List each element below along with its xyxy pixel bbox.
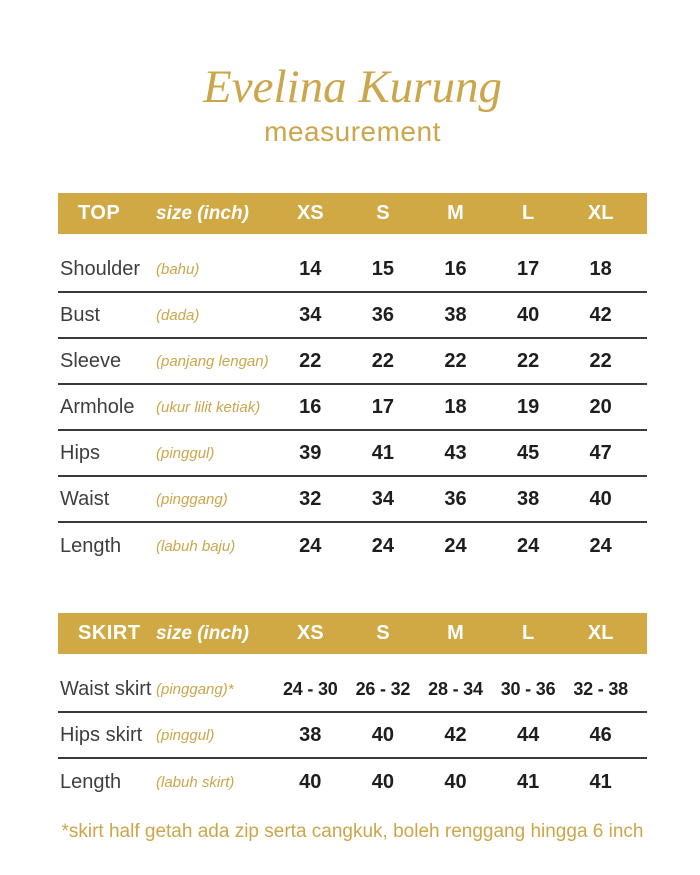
measurement-value: 22 bbox=[444, 349, 467, 372]
measurement-label: Hips bbox=[60, 441, 101, 464]
measurement-value: 17 bbox=[516, 257, 540, 280]
size-column-header-m: M bbox=[447, 202, 464, 224]
measurement-value: 32 - 38 bbox=[573, 678, 628, 699]
measurement-value: 15 bbox=[371, 257, 395, 280]
measurement-value: 24 bbox=[516, 534, 540, 557]
table-name: TOP bbox=[78, 202, 121, 224]
measurement-value: 42 bbox=[589, 303, 612, 326]
measurement-label: Shoulder bbox=[60, 257, 141, 280]
measurement-value: 20 bbox=[589, 395, 612, 418]
measurement-value: 16 bbox=[299, 395, 322, 418]
measurement-value: 28 - 34 bbox=[428, 678, 483, 699]
measurement-row bbox=[58, 713, 647, 759]
size-unit-label: size (inch) bbox=[156, 622, 249, 644]
measurement-translation: (dada) bbox=[156, 306, 200, 324]
measurement-value: 24 bbox=[589, 534, 612, 557]
measurement-value: 22 bbox=[299, 349, 322, 372]
size-column-header-m: M bbox=[447, 622, 464, 644]
measurement-value: 41 bbox=[589, 770, 612, 793]
measurement-value: 34 bbox=[371, 487, 395, 510]
measurement-row bbox=[58, 523, 647, 569]
skirt-footnote: *skirt half getah ada zip serta cangkuk, boleh renggang hingga 6 inch bbox=[61, 821, 644, 842]
measurement-label: Armhole bbox=[60, 395, 135, 418]
measurement-translation: (pinggul) bbox=[156, 444, 215, 462]
measurement-value: 40 bbox=[516, 303, 540, 326]
measurement-value: 24 bbox=[299, 534, 322, 557]
measurement-value: 14 bbox=[299, 257, 322, 280]
measurement-value: 17 bbox=[371, 395, 395, 418]
measurement-row bbox=[58, 385, 647, 431]
measurement-value: 22 bbox=[516, 349, 540, 372]
table-name: SKIRT bbox=[78, 622, 141, 644]
size-column-header-xs: XS bbox=[296, 622, 324, 644]
measurement-value: 47 bbox=[589, 441, 612, 464]
measurement-label: Sleeve bbox=[60, 349, 122, 372]
measurement-label: Waist bbox=[60, 487, 110, 510]
measurement-row bbox=[58, 431, 647, 477]
measurement-translation: (pinggang)* bbox=[156, 680, 234, 698]
measurement-value: 19 bbox=[516, 395, 540, 418]
measurement-value: 38 bbox=[299, 723, 322, 746]
measurement-value: 22 bbox=[371, 349, 395, 372]
measurement-value: 36 bbox=[444, 487, 467, 510]
size-unit-label: size (inch) bbox=[156, 202, 249, 224]
table-header-bar bbox=[58, 613, 647, 654]
measurement-value: 34 bbox=[299, 303, 322, 326]
measurement-label: Length bbox=[60, 534, 122, 557]
measurement-row bbox=[58, 339, 647, 385]
size-table-skirt bbox=[58, 613, 647, 805]
measurement-value: 45 bbox=[516, 441, 540, 464]
measurement-value: 40 bbox=[444, 770, 467, 793]
page-subtitle: measurement bbox=[264, 116, 441, 147]
measurement-label: Hips skirt bbox=[60, 723, 143, 746]
measurement-value: 24 bbox=[371, 534, 395, 557]
measurement-value: 18 bbox=[589, 257, 612, 280]
size-column-header-l: L bbox=[521, 622, 535, 644]
size-column-header-l: L bbox=[521, 202, 535, 224]
table-rows bbox=[58, 234, 647, 569]
measurement-value: 38 bbox=[444, 303, 467, 326]
measurement-row bbox=[58, 667, 647, 713]
measurement-value: 43 bbox=[444, 441, 467, 464]
measurement-translation: (pinggul) bbox=[156, 726, 215, 744]
measurement-translation: (panjang lengan) bbox=[156, 352, 269, 370]
measurement-value: 44 bbox=[516, 723, 540, 746]
measurement-translation: (ukur lilit ketiak) bbox=[156, 398, 261, 416]
measurement-translation: (bahu) bbox=[156, 260, 200, 278]
measurement-translation: (labuh skirt) bbox=[156, 773, 235, 791]
measurement-row bbox=[58, 477, 647, 523]
size-column-header-xl: XL bbox=[587, 622, 614, 644]
table-header-bar bbox=[58, 193, 647, 234]
measurement-translation: (pinggang) bbox=[156, 490, 228, 508]
measurement-value: 40 bbox=[299, 770, 322, 793]
measurement-value: 16 bbox=[444, 257, 467, 280]
size-column-header-s: S bbox=[376, 622, 390, 644]
brand-header bbox=[58, 0, 647, 147]
measurement-value: 32 bbox=[299, 487, 322, 510]
measurement-value: 26 - 32 bbox=[355, 678, 411, 699]
measurement-value: 40 bbox=[371, 723, 395, 746]
measurement-value: 41 bbox=[371, 441, 395, 464]
size-column-header-xl: XL bbox=[587, 202, 614, 224]
measurement-value: 38 bbox=[516, 487, 540, 510]
table-rows bbox=[58, 654, 647, 805]
measurement-value: 40 bbox=[589, 487, 612, 510]
measurement-value: 40 bbox=[371, 770, 395, 793]
measurement-translation: (labuh baju) bbox=[156, 537, 236, 555]
size-column-header-xs: XS bbox=[296, 202, 324, 224]
measurement-row bbox=[58, 247, 647, 293]
measurement-value: 42 bbox=[444, 723, 467, 746]
size-column-header-s: S bbox=[376, 202, 390, 224]
measurement-value: 24 - 30 bbox=[282, 678, 338, 699]
measurement-value: 18 bbox=[444, 395, 467, 418]
measurement-row bbox=[58, 759, 647, 805]
sheet-content bbox=[58, 0, 647, 843]
size-table-top bbox=[58, 193, 647, 569]
measurement-value: 30 - 36 bbox=[500, 678, 556, 699]
measurement-value: 41 bbox=[516, 770, 540, 793]
measurement-value: 22 bbox=[589, 349, 612, 372]
measurement-value: 46 bbox=[589, 723, 612, 746]
measurement-value: 39 bbox=[299, 441, 322, 464]
brand-title: Evelina Kurung bbox=[203, 61, 502, 113]
measurement-row bbox=[58, 293, 647, 339]
measurement-label: Length bbox=[60, 770, 122, 793]
measurement-value: 36 bbox=[371, 303, 395, 326]
measurement-label: Bust bbox=[60, 303, 101, 326]
measurement-label: Waist skirt bbox=[60, 677, 152, 700]
measurement-value: 24 bbox=[444, 534, 467, 557]
